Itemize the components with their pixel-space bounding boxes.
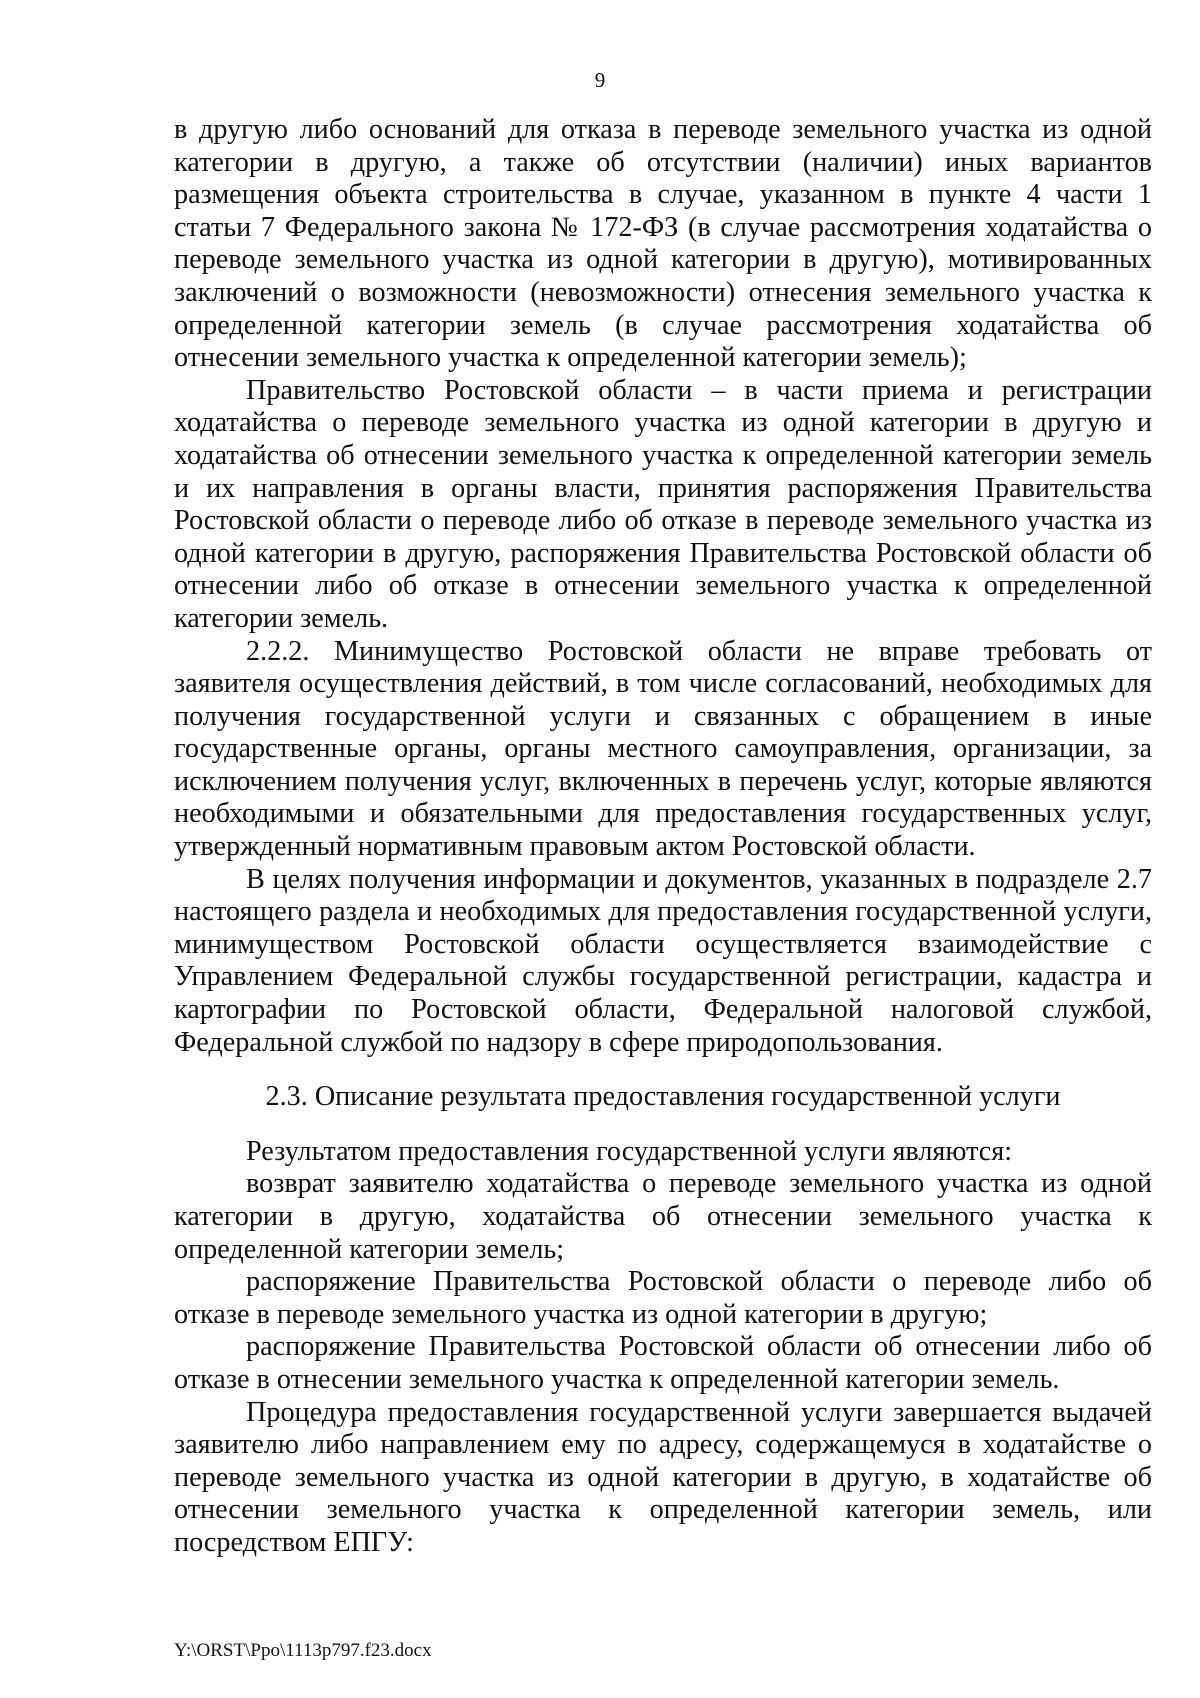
- footer-file-path: Y:\ORST\Ppo\1113p797.f23.docx: [174, 1640, 432, 1661]
- paragraph-result-transfer-order: распоряжение Правительства Ростовской области о переводе либо об отказе в переводе земельного участка из одной категории в другую;: [174, 1266, 1152, 1330]
- paragraph-result-intro: Результатом предоставления государственной услуги являются:: [246, 1135, 1013, 1167]
- paragraph-procedure-completion: Процедура предоставления государственной услуги завершается выдачей заявителю либо направлением ему по адресу, содержащемуся в ходатайстве о переводе земельного участка из одной категории в другую, в ходатайстве об отнесении земельного участка к определенной категории земель, или посредством ЕПГУ:: [174, 1396, 1152, 1558]
- paragraph-continuation: в другую либо оснований для отказа в переводе земельного участка из одной категории в другую, а также об отсутствии (наличии) иных вариантов размещения объекта строительства в случае, указанном в пункте 4 части 1 статьи 7 Федерального закона № 172-ФЗ (в случае рассмотрения ходатайства о переводе земельного участка из одной категории в другую), мотивированных заключений о возможности (невозможности) отнесения земельного участка к определенной категории земель (в случае рассмотрения ходатайства об отнесении земельного участка к определенной категории земель);: [174, 114, 1152, 374]
- section-heading-2-3: 2.3. Описание результата предоставления государственной услуги: [265, 1081, 1061, 1113]
- paragraph-interaction: В целях получения информации и документов, указанных в подразделе 2.7 настоящего раздела и необходимых для предоставления государственной услуги, минимуществом Ростовской области осуществляется взаимодействие с Управлением Федеральной службы государственной регистрации, кадастра и картографии по Ростовской области, Федеральной налоговой службой, Федеральной службой по надзору в сфере природопользования.: [174, 863, 1152, 1058]
- paragraph-2-2-2: 2.2.2. Минимущество Ростовской области не вправе требовать от заявителя осуществления действий, в том числе согласований, необходимых для получения государственной услуги и связанных с обращением в иные государственные органы, органы местного самоуправления, организации, за исключением получения услуг, включенных в перечень услуг, которые являются необходимыми и обязательными для предоставления государственных услуг, утвержденный нормативным правовым актом Ростовской области.: [174, 635, 1152, 863]
- paragraph-result-return: возврат заявителю ходатайства о переводе земельного участка из одной категории в другую, ходатайства об отнесении земельного участка к определенной категории земель;: [174, 1168, 1152, 1265]
- page-number: 9: [594, 68, 606, 92]
- paragraph-result-assignment-order: распоряжение Правительства Ростовской области об отнесении либо об отказе в отнесении земельного участка к определенной категории земель.: [174, 1331, 1152, 1395]
- paragraph-government-role: Правительство Ростовской области – в части приема и регистрации ходатайства о переводе земельного участка из одной категории в другую и ходатайства об отнесении земельного участка к определенной категории земель и их направления в органы власти, принятия распоряжения Правительства Ростовской области о переводе либо об отказе в переводе земельного участка из одной категории в другую, распоряжения Правительства Ростовской области об отнесении либо об отказе в отнесении земельного участка к определенной категории земель.: [174, 374, 1152, 634]
- document-body: [174, 114, 1152, 1560]
